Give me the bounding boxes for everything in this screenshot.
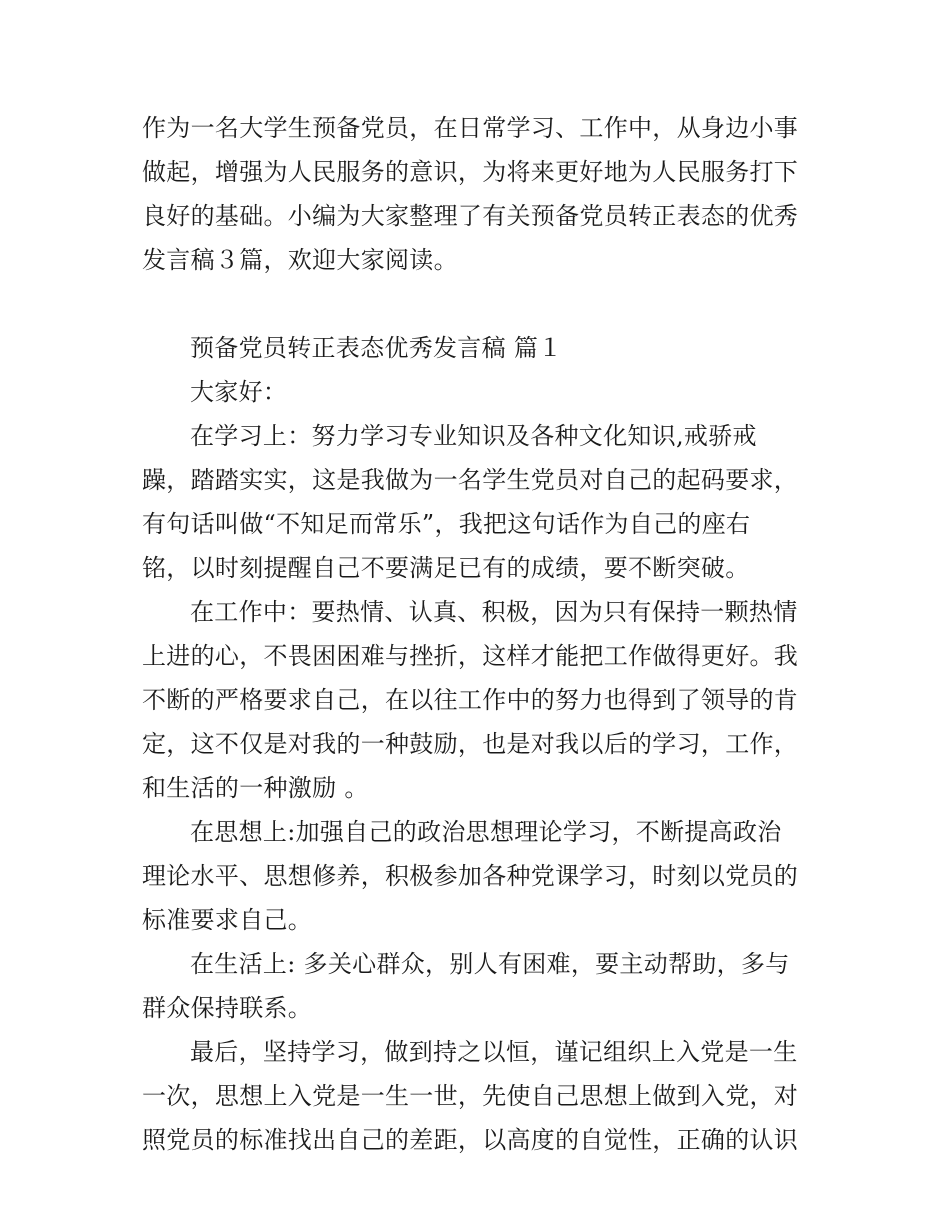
paragraph-study	[142, 414, 817, 590]
intro-line: 良好的基础。小编为大家整理了有关预备党员转正表态的优秀	[142, 202, 799, 230]
spacer	[142, 282, 817, 326]
paragraph-line: 不断的严格要求自己，在以往工作中的努力也得到了领导的肯	[142, 686, 799, 714]
document-page	[142, 106, 817, 1162]
paragraph-thought	[142, 810, 817, 942]
intro-line: 发言稿３篇，欢迎大家阅读。	[142, 246, 458, 274]
paragraph-work	[142, 590, 817, 810]
paragraph-line: 在工作中：要热情、认真、积极，因为只有保持一颗热情	[190, 598, 798, 626]
paragraph-line: 理论水平、思想修养，积极参加各种党课学习，时刻以党员的	[142, 862, 799, 890]
paragraph-line: 在思想上:加强自己的政治思想理论学习，不断提高政治	[190, 818, 782, 846]
section-title: 预备党员转正表态优秀发言稿 篇１	[190, 334, 563, 362]
paragraph-line: 在学习上：努力学习专业知识及各种文化知识,戒骄戒	[190, 422, 757, 450]
paragraph-line: 在生活上: 多关心群众，别人有困难，要主动帮助，多与	[190, 950, 790, 978]
paragraph-line: 标准要求自己。	[142, 906, 313, 934]
paragraph-line: 群众保持联系。	[142, 994, 313, 1022]
paragraph-line: 有句话叫做“不知足而常乐”，我把这句话作为自己的座右	[142, 510, 751, 538]
intro-line: 作为一名大学生预备党员，在日常学习、工作中，从身边小事	[142, 114, 799, 142]
paragraph-conclusion	[142, 1030, 817, 1162]
intro-line: 做起，增强为人民服务的意识，为将来更好地为人民服务打下	[142, 158, 799, 186]
paragraph-line: 和生活的一种激励 。	[142, 774, 369, 802]
greeting: 大家好：	[190, 378, 288, 406]
paragraph-line: 照党员的标准找出自己的差距，以高度的自觉性，正确的认识	[142, 1126, 799, 1154]
paragraph-line: 一次，思想上入党是一生一世，先使自己思想上做到入党，对	[142, 1082, 799, 1110]
paragraph-life	[142, 942, 817, 1030]
paragraph-line: 上进的心，不畏困困难与挫折，这样才能把工作做得更好。我	[142, 642, 799, 670]
paragraph-line: 最后，坚持学习，做到持之以恒，谨记组织上入党是一生	[190, 1038, 798, 1066]
paragraph-line: 铭，以时刻提醒自己不要满足已有的成绩，要不断突破。	[142, 554, 750, 582]
paragraph-line: 躁，踏踏实实，这是我做为一名学生党员对自己的起码要求，	[142, 466, 799, 494]
paragraph-line: 定，这不仅是对我的一种鼓励，也是对我以后的学习，工作，	[142, 730, 799, 758]
intro-paragraph	[142, 106, 817, 282]
